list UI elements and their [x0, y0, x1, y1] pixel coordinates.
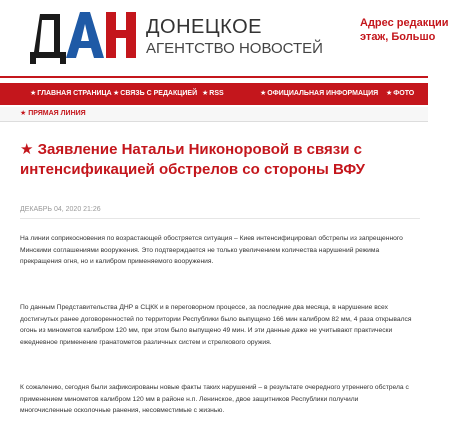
direct-line-link[interactable]: ★ ПРЯМАЯ ЛИНИЯ	[20, 110, 86, 117]
nav-item-label: СВЯЗЬ С РЕДАКЦИЕЙ	[120, 90, 198, 97]
article-paragraph: На линии соприкосновения по возрастающей обостряется ситуация – Киев интенсифицировал обстрелы из запрещенного Минскими соглашениями вооружения. Это подтверждается не только увеличением количества нарушений режима прекращения огня, но и калибром применяемого вооружения.	[20, 235, 403, 265]
brand-title: ДОНЕЦКОЕ	[146, 16, 263, 38]
header-divider	[0, 76, 428, 78]
nav-item-rss[interactable]	[202, 83, 224, 105]
article-divider	[20, 218, 420, 219]
star-icon: ★	[202, 90, 209, 97]
article-date: ДЕКАБРЬ 04, 2020 21:26	[20, 206, 101, 213]
nav-item-label: RSS	[209, 90, 224, 97]
address-line: Адрес редакции	[360, 17, 449, 29]
nav-item-contact[interactable]	[113, 83, 197, 105]
nav-item-label: ФОТО	[393, 90, 415, 97]
nav-item-photo[interactable]	[386, 83, 414, 105]
nav-item-label: ОФИЦИАЛЬНАЯ ИНФОРМАЦИЯ	[267, 90, 379, 97]
nav-item-label: ГЛАВНАЯ СТРАНИЦА	[37, 90, 112, 97]
nav-item-official[interactable]	[260, 83, 378, 105]
dan-logo[interactable]	[30, 8, 138, 64]
site-header	[0, 0, 449, 72]
star-icon: ★	[30, 90, 37, 97]
nav-item-home[interactable]	[30, 83, 112, 105]
main-nav	[0, 83, 428, 105]
star-icon: ★	[260, 90, 267, 97]
address-line: этаж, Большо	[360, 31, 436, 43]
editorial-address	[360, 16, 449, 44]
sub-nav	[0, 107, 428, 122]
article-paragraph: К сожалению, сегодня были зафиксированы новые факты таких нарушений – в результате очередного утреннего обстрела с применением минометов калибром 120 мм в районе н.п. Ленинское, двое защитников Республики получили многочисленные осколочные ранения, несовместимые с жизнью.	[20, 384, 409, 414]
brand-subtitle: АГЕНТСТВО НОВОСТЕЙ	[146, 40, 323, 57]
article-paragraph: По данным Представительства ДНР в СЦКК и в переговорном процессе, за последние два месяца, в нарушение всех достигнутых ранее договоренностей по территории Республики было выпущено 166 мин калибром 82 мм, 4 раза открывался огонь из минометов калибром 120 мм, при этом было выпущено 49 мин. И эти данные даже не учитывают практически ежедневное применение гранатометов различных систем и стрелкового оружия.	[20, 304, 412, 346]
star-icon: ★	[113, 90, 120, 97]
star-icon: ★	[386, 90, 393, 97]
article-title: ★ Заявление Натальи Никоноровой в связи с интенсификацией обстрелов со стороны ВФУ	[20, 141, 365, 178]
